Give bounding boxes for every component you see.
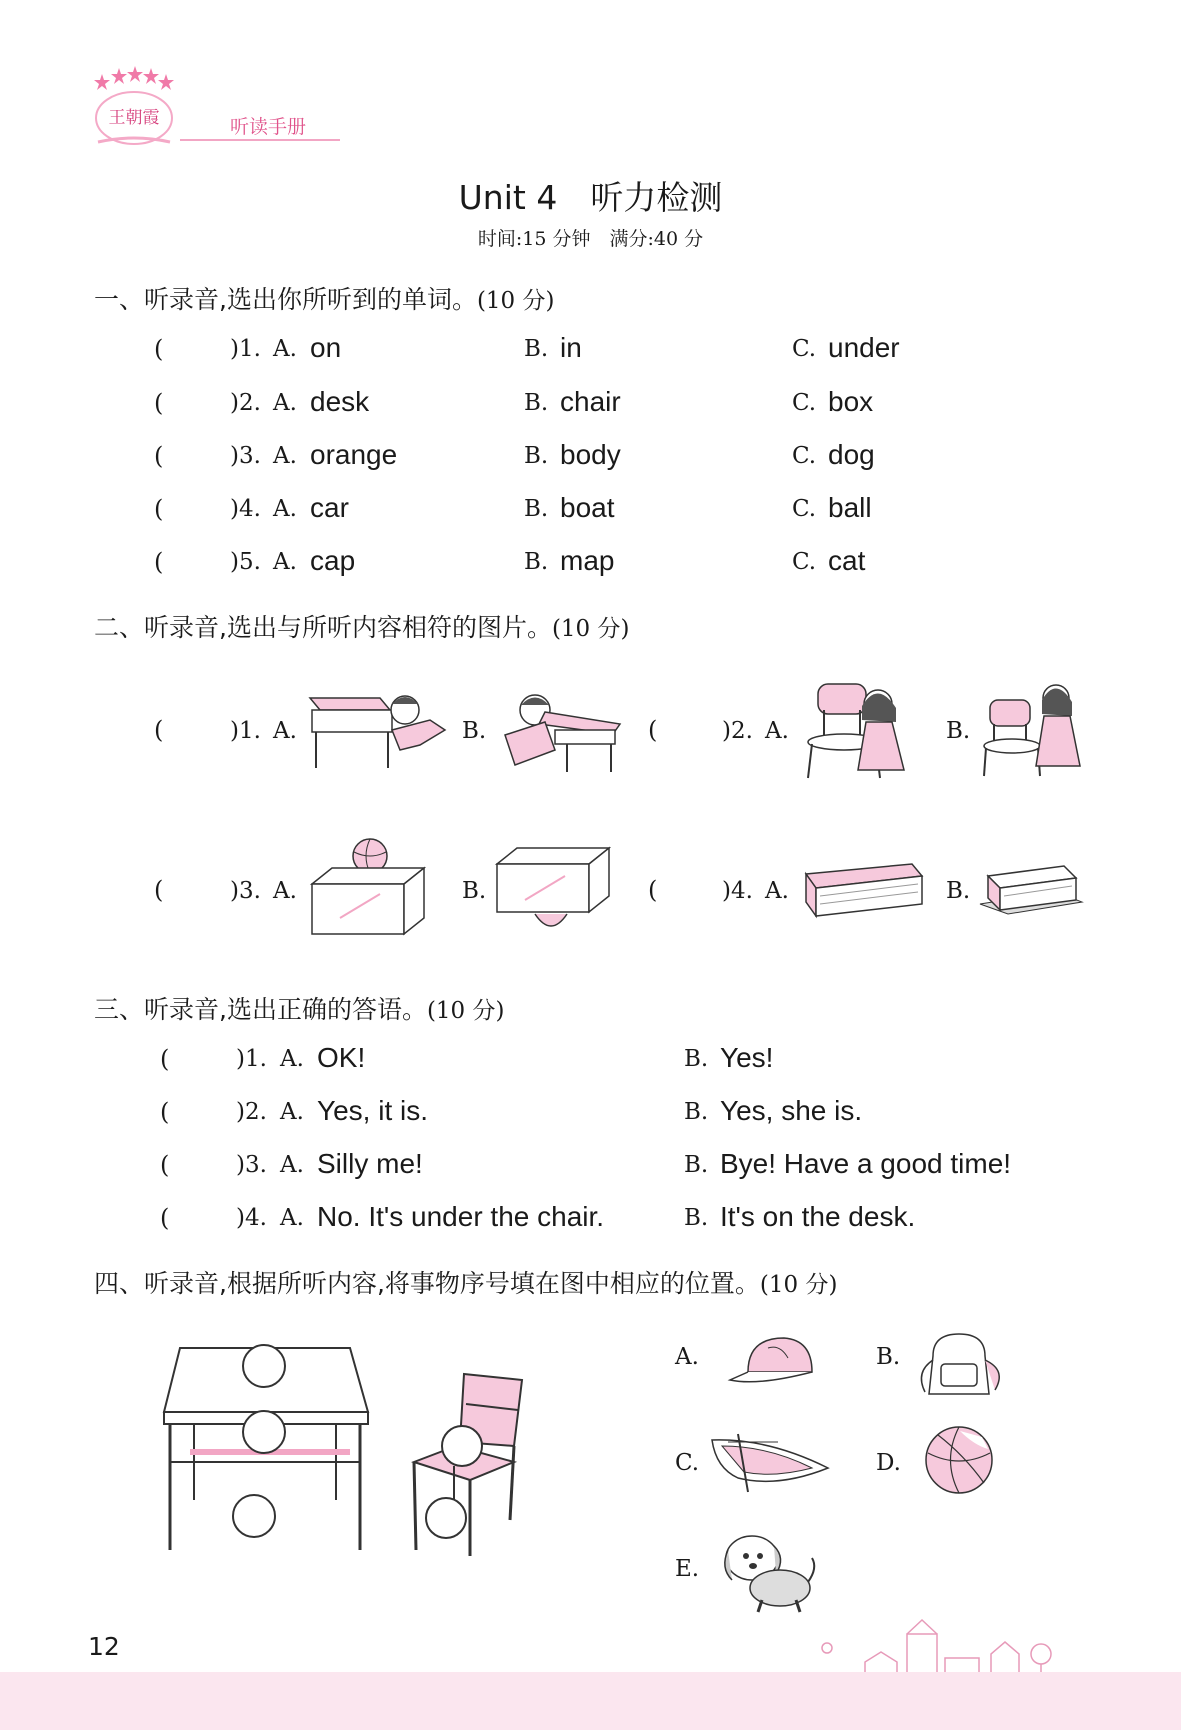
section-2-heading: 二、听录音,选出与所听内容相符的图片。(10 分)	[94, 613, 630, 642]
option-b[interactable]: in	[560, 332, 582, 363]
question-row: ( )1. A. on B. in C. under	[154, 332, 900, 363]
option-b[interactable]: It's on the desk.	[720, 1201, 916, 1232]
ball-under-box-picture[interactable]	[495, 842, 611, 938]
option-a[interactable]: No. It's under the chair.	[317, 1201, 605, 1232]
option-a[interactable]: on	[310, 332, 342, 363]
option-a[interactable]: OK!	[317, 1042, 366, 1073]
question-row: ( )2. A. Yes, it is. B. Yes, she is.	[160, 1095, 863, 1126]
bag-icon[interactable]	[915, 1330, 1005, 1400]
option-a[interactable]: desk	[310, 386, 370, 417]
page-subtitle: 时间:15 分钟 满分:40 分	[477, 228, 704, 250]
girl-behind-chair-picture[interactable]	[800, 680, 918, 784]
position-circle-on-chair	[442, 1426, 482, 1466]
position-circle-on-table	[243, 1345, 285, 1387]
option-c[interactable]: cat	[828, 545, 866, 576]
footer-town-decoration	[815, 1618, 1075, 1678]
book-closed-picture[interactable]	[800, 860, 926, 918]
svg-text:王朝霞: 王朝霞	[108, 108, 160, 128]
dog-icon[interactable]	[718, 1528, 820, 1614]
page-number: 12	[88, 1632, 120, 1661]
section-1-heading: 一、听录音,选出你所听到的单词。(10 分)	[94, 285, 555, 314]
book-on-mat-picture[interactable]	[978, 862, 1086, 918]
option-c[interactable]: box	[828, 386, 874, 417]
chair-scene-picture	[410, 1370, 526, 1558]
header-tag: 听读手册	[230, 116, 307, 138]
cap-icon[interactable]	[728, 1334, 818, 1388]
option-a[interactable]: Yes, it is.	[317, 1095, 429, 1126]
logo-emblem	[88, 66, 178, 150]
boat-icon[interactable]	[708, 1428, 832, 1496]
section-4-heading: 四、听录音,根据所听内容,将事物序号填在图中相应的位置。(10 分)	[94, 1269, 838, 1298]
question-row: ( )3. A. orange B. body C. dog	[154, 439, 875, 470]
question-row: ( )1. A. OK! B. Yes!	[160, 1042, 774, 1073]
position-circle-under-table	[233, 1495, 275, 1537]
option-b[interactable]: Bye! Have a good time!	[720, 1148, 1012, 1179]
header-divider	[180, 139, 340, 141]
option-b[interactable]: chair	[560, 386, 621, 417]
option-b[interactable]: boat	[560, 492, 615, 523]
footer-band	[0, 1672, 1181, 1730]
option-b[interactable]: map	[560, 545, 615, 576]
option-a[interactable]: orange	[310, 439, 398, 470]
option-c[interactable]: under	[828, 332, 900, 363]
option-c[interactable]: dog	[828, 439, 875, 470]
ball-on-box-picture[interactable]	[310, 838, 426, 938]
position-circle-in-table	[243, 1411, 285, 1453]
question-row: ( )4. A. No. It's under the chair. B. It's on the desk.	[160, 1201, 916, 1232]
option-a[interactable]: cap	[310, 545, 356, 576]
question-row: ( )3. A. Silly me! B. Bye! Have a good time!	[160, 1148, 1012, 1179]
girl-beside-chair-picture[interactable]	[982, 680, 1084, 780]
option-b[interactable]: Yes!	[720, 1042, 774, 1073]
option-b[interactable]: Yes, she is.	[720, 1095, 863, 1126]
option-a[interactable]: car	[310, 492, 349, 523]
question-row: ( )4. A. car B. boat C. ball	[154, 492, 872, 523]
question-row: ( )2. A. desk B. chair C. box	[154, 386, 874, 417]
option-c[interactable]: ball	[828, 492, 872, 523]
position-circle-under-chair	[426, 1498, 466, 1538]
boy-behind-desk-picture[interactable]	[310, 690, 455, 772]
option-a[interactable]: Silly me!	[317, 1148, 423, 1179]
table-scene-picture	[160, 1340, 372, 1554]
section-3-heading: 三、听录音,选出正确的答语。(10 分)	[94, 995, 505, 1024]
ball-icon[interactable]	[924, 1425, 994, 1495]
page-title: Unit 4 听力检测	[458, 178, 723, 217]
boy-leaning-on-desk-picture[interactable]	[495, 690, 623, 775]
option-b[interactable]: body	[560, 439, 621, 470]
question-row: ( )5. A. cap B. map C. cat	[154, 545, 866, 576]
